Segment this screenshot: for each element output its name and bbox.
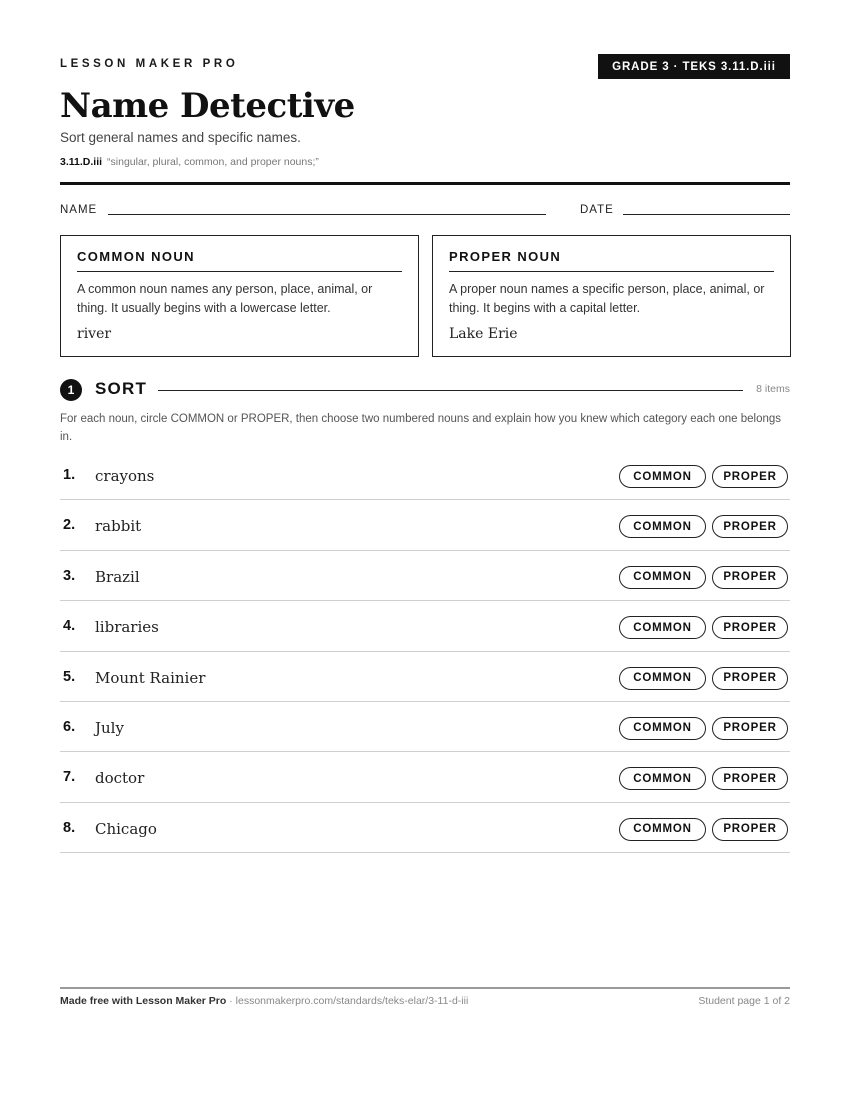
item-number: 8. [63,819,76,836]
item-number: 2. [63,517,76,534]
section-divider [158,390,743,391]
list-item [60,652,790,702]
item-word: Brazil [95,567,140,586]
common-choice-button[interactable]: COMMON [619,515,706,538]
common-choice-button[interactable]: COMMON [619,767,706,790]
definition-example: Lake Erie [449,326,518,342]
proper-choice-button[interactable]: PROPER [712,616,788,639]
list-item [60,752,790,802]
standard-code: 3.11.D.iii [60,156,103,168]
proper-choice-button[interactable]: PROPER [712,767,788,790]
common-noun-definition-box [60,235,419,357]
name-label: NAME [60,204,98,216]
section-title: SORT [95,379,148,398]
definition-text: A proper noun names a specific person, place, animal, or thing. It begins with a capital letter. [449,282,765,315]
grade-badge: GRADE 3 · TEKS 3.11.D.iii [598,54,790,79]
common-choice-button[interactable]: COMMON [619,616,706,639]
common-choice-button[interactable]: COMMON [619,566,706,589]
item-word: Mount Rainier [95,668,206,687]
footer-brand: Made free with Lesson Maker Pro [60,995,227,1007]
standard-quote: “singular, plural, common, and proper nouns;” [107,156,319,168]
standard-reference [60,156,319,168]
date-field[interactable] [623,214,790,215]
proper-noun-definition-box [432,235,791,357]
item-number: 6. [63,718,76,735]
date-label: DATE [580,204,614,216]
footer-divider [60,987,790,989]
item-number: 1. [63,467,76,483]
name-field[interactable] [108,214,546,215]
definition-example: river [77,326,112,342]
item-number: 5. [63,668,76,685]
noun-list [60,450,790,853]
page-indicator: Student page 1 of 2 [698,995,790,1007]
list-item [60,702,790,752]
proper-choice-button[interactable]: PROPER [712,818,788,841]
proper-choice-button[interactable]: PROPER [712,465,788,488]
section-number-badge: 1 [60,379,82,401]
worksheet-page [60,0,790,1100]
footer-credit [60,995,468,1007]
proper-choice-button[interactable]: PROPER [712,515,788,538]
list-item [60,450,790,500]
list-item [60,601,790,651]
list-item [60,803,790,853]
list-item [60,551,790,601]
page-title: Name Detective [60,86,355,126]
common-choice-button[interactable]: COMMON [619,465,706,488]
common-choice-button[interactable]: COMMON [619,667,706,690]
definition-heading: COMMON NOUN [77,249,402,272]
item-word: Chicago [95,819,157,838]
list-item [60,500,790,550]
item-number: 7. [63,769,76,786]
item-count: 8 items [756,383,790,395]
brand-name: LESSON MAKER PRO [60,58,239,70]
common-choice-button[interactable]: COMMON [619,818,706,841]
footer-url[interactable]: · lessonmakerpro.com/standards/teks-elar/3-11-d-iii [226,995,469,1007]
item-number: 4. [63,618,76,635]
definition-text: A common noun names any person, place, animal, or thing. It usually begins with a lowercase letter. [77,282,373,315]
common-choice-button[interactable]: COMMON [619,717,706,740]
item-word: rabbit [95,517,142,536]
proper-choice-button[interactable]: PROPER [712,566,788,589]
definition-heading: PROPER NOUN [449,249,774,272]
item-number: 3. [63,567,76,584]
header-divider [60,182,790,185]
section-instructions: For each noun, circle COMMON or PROPER, then choose two numbered nouns and explain how you knew which category each one belongs in. [60,413,782,443]
proper-choice-button[interactable]: PROPER [712,717,788,740]
page-subtitle: Sort general names and specific names. [60,130,301,145]
item-word: July [95,718,124,737]
item-word: doctor [95,769,145,788]
item-word: libraries [95,618,159,637]
proper-choice-button[interactable]: PROPER [712,667,788,690]
item-word: crayons [95,467,155,485]
